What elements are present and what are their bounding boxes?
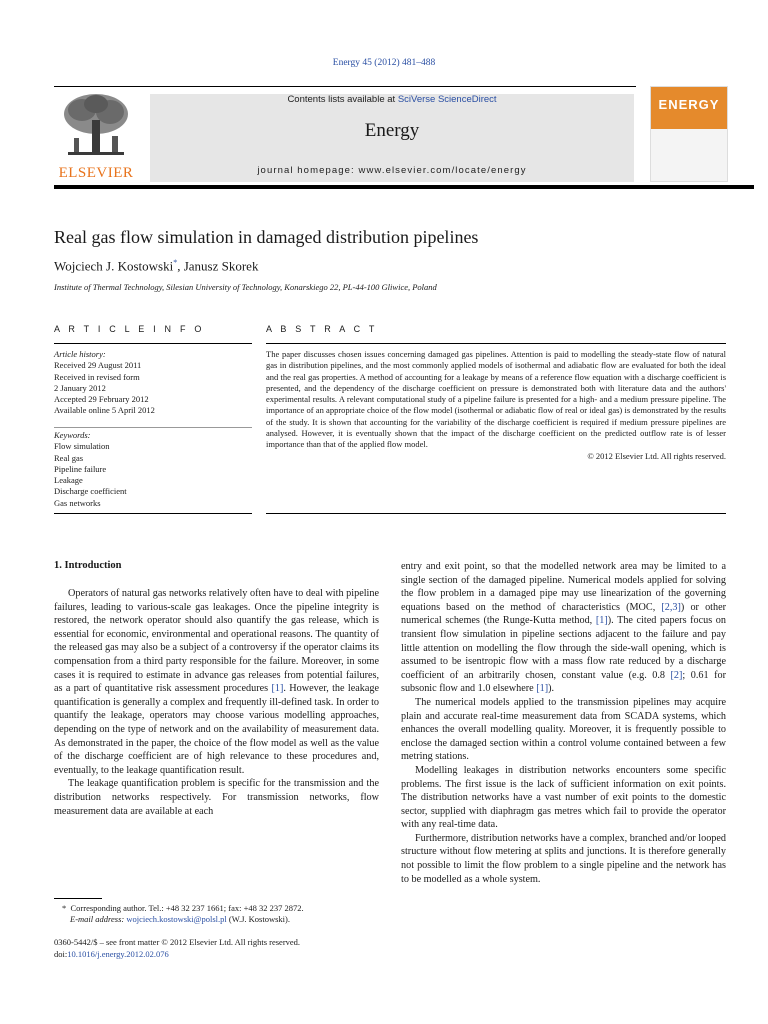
paragraph: Furthermore, distribution networks have a complex, branched and/or looped structure without flow metering at splits and junctions. It is therefore generally not possible to limit the flow problem to a single pipeline and the network has to be modelled as a whole system. (401, 832, 726, 885)
paragraph: The numerical models applied to the transmission pipelines may acquire plain and accurate real-time measurement data from SCADA systems, which enhances the overall modelling quality. Moreover, it is frequently possible to enclose the damaged section within a control volume contained between a few metring stations. (401, 696, 726, 763)
article-history (54, 349, 252, 417)
keyword: Pipeline failure (54, 463, 107, 474)
abstract-heading: A B S T R A C T (266, 324, 378, 334)
paragraph: The leakage quantification problem is specific for the transmission and the distribution networks respectively. For transmission networks, flow measurement data are available at each (54, 778, 379, 817)
contents-line (150, 94, 634, 105)
corresponding-author-mark[interactable]: * (173, 258, 178, 267)
doi-line (54, 949, 379, 961)
paragraph-text: . However, the leakage quantification is generally a complex and frequently ill-defined task. In order to quantify the leakage, operators may choose various modelling approaches, depending on the type of network and on the availability of measurement data. As demonstrated in the paper, the choice of the flow model as well as the value of the discharge coefficient are of high relevance to these procedures and, eventually, to the leakage quantification result. (54, 683, 380, 776)
article-info-bottom-rule (54, 513, 252, 514)
footnote-corresponding (54, 903, 379, 914)
footnote-mark: * (62, 903, 67, 913)
history-divider (54, 427, 252, 428)
history-item: 2 January 2012 (54, 382, 106, 393)
history-item: Available online 5 April 2012 (54, 405, 155, 416)
paragraph-text: Operators of natural gas networks relatively often have to deal with pipeline failures, leading to various-scale gas leakages. Once the pipeline integrity is restored, the network operator should also quantify the gas release, which is essential for economic, environmental and operational reasons. The quantity of the released gas may also be a subject of a controversy if the operator claims its compensation from a third party responsible for the failure. Moreover, in some cases it is required to estimate in advance gas releases from potential failures, as a part of quantitative risk assessment procedures (54, 588, 379, 695)
email-link[interactable]: wojciech.kostowski@polsl.pl (126, 914, 227, 925)
body-column-left (54, 587, 379, 818)
body-column-right (401, 560, 726, 886)
author-name: Janusz Skorek (183, 258, 259, 274)
keywords-label: Keywords: (54, 430, 91, 440)
paragraph-text: ; 0.61 for subsonic flow and 1.0 elsewhere (401, 669, 726, 695)
keyword: Gas networks (54, 497, 101, 508)
citation-ref[interactable]: [1] (595, 615, 608, 627)
author-name: Wojciech J. Kostowski (54, 258, 174, 274)
publisher-wordmark: ELSEVIER (58, 165, 134, 181)
footnote-rule (54, 898, 102, 899)
doi-link[interactable]: 10.1016/j.energy.2012.02.076 (67, 948, 169, 959)
header-thick-rule (54, 185, 754, 189)
history-item: Received 29 August 2011 (54, 360, 142, 371)
citation-ref[interactable]: [2] (670, 669, 683, 681)
journal-name: Energy (364, 120, 420, 141)
paragraph-text: ) or other numerical schemes (the Runge-Kutta method, (401, 601, 726, 627)
author-list (54, 258, 258, 274)
keyword: Flow simulation (54, 441, 110, 452)
paragraph: Modelling leakages in distribution networks encounters some specific problems. The first issue is the lack of sufficient information on exit points. The distribution networks have a vast number of exit points to the domestic sector, supplied with diaphragm gas metres which fail to provide the operator with any real-time data. (401, 764, 726, 831)
paragraph-text: ). (548, 683, 555, 695)
page-footer (54, 937, 379, 961)
paragraph-text: entry and exit point, so that the modelled network area may be limited to a single section of the damaged pipeline. Numerical models applied for solving the flow problem in a damaged pipe may use linearization of the governing equations based on the method of characteristics (MOC, (401, 561, 726, 613)
journal-homepage[interactable]: journal homepage: www.elsevier.com/locate/energy (257, 165, 527, 176)
footnote (54, 903, 379, 925)
keywords-list (54, 430, 252, 509)
header-rule (54, 86, 636, 87)
history-item: Accepted 29 February 2012 (54, 394, 149, 405)
email-suffix: (W.J. Kostowski). (226, 914, 290, 925)
abstract-block (266, 349, 726, 462)
abstract-text: The paper discusses chosen issues concerning damaged gas pipelines. Attention is paid to modelling the steady-state flow of natural gas in distribution pipelines, and the most commonly applied models of isothermal and adiabatic flow are evaluated for both the ideal and the real gas properties. A method of accounting for a leakage by means of a reference flow equation with a discharge coefficient is presented, and the dependency of the discharge coefficient on pressure is demonstrated both with literature data and the authors' experimental results. A relevant computational study of a pipeline failure is presented for a high- and a medium pressure pipeline. The importance of an appropriate choice of the flow model (isothermal or adiabatic flow of real or ideal gas) is demonstrated by the results of the study. It is shown that accounting for the variability of the discharge coefficient is required if medium pressure pipelines are analysed. However, it is eventually shown that the impact of the discharge coefficient on the predicted outflow rate is of lesser importance than that of the applied flow model. (266, 349, 726, 450)
sciencedirect-link[interactable]: SciVerse ScienceDirect (397, 94, 497, 105)
abstract-rule (266, 343, 726, 344)
doi-label: doi: (54, 948, 68, 959)
abstract-copyright: © 2012 Elsevier Ltd. All rights reserved. (587, 450, 726, 461)
footnote-email (54, 914, 379, 925)
section-heading-introduction: 1. Introduction (54, 560, 122, 571)
article-title: Real gas flow simulation in damaged distribution pipelines (54, 227, 479, 247)
article-info-heading: A R T I C L E I N F O (54, 324, 205, 334)
journal-citation[interactable]: Energy 45 (2012) 481–488 (332, 58, 436, 68)
issn-line: 0360-5442/$ – see front matter © 2012 Elsevier Ltd. All rights reserved. (54, 937, 301, 947)
paragraph-text: ). The cited papers focus on transient flow simulation in pipeline sections adjacent to the failure and pay little attention on modelling the flow through the side-wall opening, which is assumed to be isentropic flow with a mass flow rate reduced by a discharge coefficient of an arbitrarily chosen, constant value (e.g. 0.8 (401, 615, 726, 681)
contents-prefix: Contents lists available at (287, 94, 398, 105)
author-separator: , (177, 258, 184, 274)
cover-title: ENERGY (658, 97, 720, 112)
footnote-text: Corresponding author. Tel.: +48 32 237 1661; fax: +48 32 237 2872. (70, 903, 304, 913)
history-label: Article history: (54, 349, 106, 359)
article-info-rule (54, 343, 252, 344)
affiliation: Institute of Thermal Technology, Silesian University of Technology, Konarskiego 22, PL-44-100 Gliwice, Poland (54, 282, 437, 292)
citation-ref[interactable]: [2,3] (661, 601, 681, 613)
paragraph (54, 587, 379, 777)
abstract-bottom-rule (266, 513, 726, 514)
keyword: Real gas (54, 452, 84, 463)
history-item: Received in revised form (54, 371, 140, 382)
journal-cover-thumbnail (650, 86, 728, 182)
citation-ref[interactable]: [1] (271, 683, 284, 695)
keyword: Leakage (54, 475, 83, 486)
citation-ref[interactable]: [1] (536, 683, 549, 695)
email-label: E-mail address: (70, 914, 127, 925)
keyword: Discharge coefficient (54, 486, 127, 497)
paragraph (401, 560, 726, 696)
